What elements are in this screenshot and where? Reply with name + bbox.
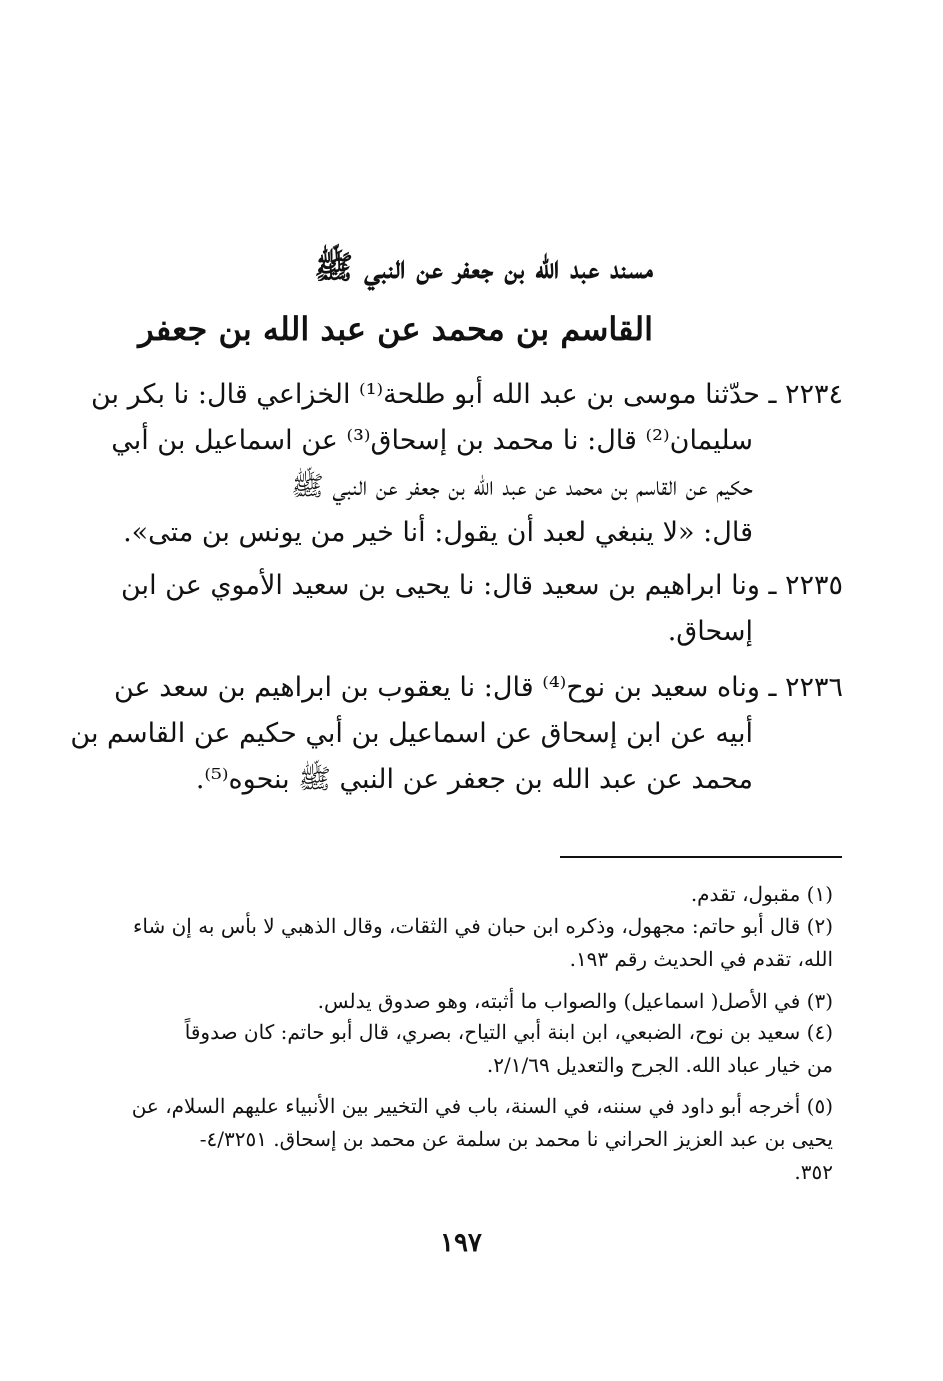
- hadith-number: ٢٢٣٦ ـ: [768, 672, 843, 703]
- hadith-text: وناه سعيد بن نوح⁽⁴⁾ قال: نا يعقوب بن ابراهيم بن سعد عن: [113, 672, 760, 703]
- hadith-line: حكيم عن القاسم بن محمد عن عبد الله بن جعفر عن النبي ﷺ: [291, 471, 753, 502]
- hadith-number: ٢٢٣٥ ـ: [768, 570, 843, 601]
- footnote-line: (١) مقبول، تقدم.: [690, 882, 833, 906]
- hadith-text: حدّثنا موسى بن عبد الله أبو طلحة⁽¹⁾ الخزاعي قال: نا بكر بن: [91, 379, 760, 410]
- hadith-line: [113, 665, 843, 711]
- footnote-line: من خيار عباد الله. الجرح والتعديل ٢/١/٦٩.: [486, 1053, 833, 1077]
- hadith-text: ونا ابراهيم بن سعيد قال: نا يحيى بن سعيد الأموي عن ابن: [121, 570, 760, 601]
- footnote-line: (٣) في الأصل( اسماعيل) والصواب ما أثبته، وهو صدوق يدلس.: [317, 989, 833, 1013]
- footnote-1: [133, 878, 833, 911]
- hadith-line: إسحاق.: [667, 616, 753, 647]
- footnote-line: يحيى بن عبد العزيز الحراني نا محمد بن سلمة عن محمد بن إسحاق. ٤/٣٢٥١-: [199, 1127, 833, 1151]
- section-title: مسند عبد الله بن جعفر عن النبي ﷺ: [314, 248, 653, 286]
- page-number: ١٩٧: [440, 1228, 482, 1258]
- footnote-line: (٤) سعيد بن نوح، الضبعي، ابن ابنة أبي التياح، بصري، قال أبو حاتم: كان صدوقاً: [184, 1020, 833, 1044]
- hadith-2235: [121, 563, 843, 655]
- hadith-line: أبيه عن ابن إسحاق عن اسماعيل بن أبي حكيم عن القاسم بن: [70, 718, 753, 749]
- footnote-line: الله، تقدم في الحديث رقم ١٩٣.: [569, 947, 833, 971]
- footnote-line: ٣٥٢.: [794, 1160, 833, 1184]
- subsection-title: القاسم بن محمد عن عبد الله بن جعفر: [138, 310, 653, 348]
- hadith-2236: [70, 665, 843, 803]
- hadith-line: [91, 372, 843, 418]
- hadith-line: سليمان⁽²⁾ قال: نا محمد بن إسحاق⁽³⁾ عن اسماعيل بن أبي: [111, 425, 753, 456]
- footnote-divider: [560, 856, 842, 858]
- hadith-2234: [91, 372, 843, 556]
- footnote-line: (٢) قال أبو حاتم: مجهول، وذكره ابن حبان في الثقات، وقال الذهبي لا بأس به إن شاء: [132, 914, 833, 938]
- hadith-number: ٢٢٣٤ ـ: [768, 379, 843, 410]
- footnote-line: (٥) أخرجه أبو داود في سننه، في السنة، باب في التخيير بين الأنبياء عليهم السلام، عن: [131, 1094, 833, 1118]
- footnote-4: [133, 1016, 833, 1082]
- footnote-5: [133, 1090, 833, 1189]
- hadith-line: قال: «لا ينبغي لعبد أن يقول: أنا خير من يونس بن متى».: [123, 517, 753, 548]
- hadith-line: محمد عن عبد الله بن جعفر عن النبي ﷺ بنحوه⁽⁵⁾.: [195, 764, 753, 795]
- footnote-3: [133, 985, 833, 1018]
- hadith-line: [121, 563, 843, 609]
- footnote-2: [133, 910, 833, 976]
